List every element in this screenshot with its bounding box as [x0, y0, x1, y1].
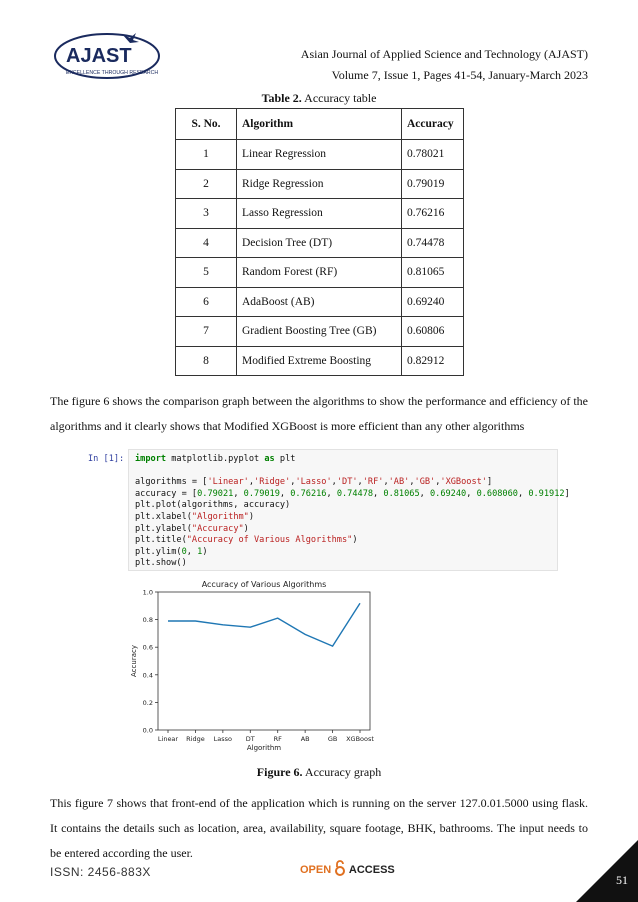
table-caption	[0, 91, 638, 106]
table-caption-text: Accuracy table	[301, 91, 377, 105]
y-tick-label: 0.6	[142, 643, 153, 652]
accuracy-chart	[128, 575, 388, 755]
cell-prompt: In [1]:	[88, 454, 125, 464]
page-number: 51	[616, 873, 628, 887]
journal-header	[301, 44, 588, 86]
cell-accuracy: 0.78021	[402, 140, 464, 170]
cell-sno: 2	[176, 169, 237, 199]
logo-text: AJAST	[66, 45, 132, 67]
x-axis-label: Algorithm	[246, 744, 282, 752]
plot-frame	[158, 592, 370, 730]
cell-accuracy: 0.74478	[402, 228, 464, 258]
cell-algorithm: Modified Extreme Boosting	[237, 346, 402, 376]
figure-caption	[0, 765, 638, 780]
cell-algorithm: Decision Tree (DT)	[237, 228, 402, 258]
y-tick-label: 0.8	[142, 616, 153, 625]
x-tick-label: RF	[273, 735, 282, 743]
cell-sno: 1	[176, 140, 237, 170]
page-corner	[576, 840, 638, 902]
table-row	[176, 287, 464, 317]
cell-sno: 6	[176, 287, 237, 317]
volume-info: Volume 7, Issue 1, Pages 41-54, January-March 2023	[331, 68, 588, 82]
x-tick-label: GB	[327, 735, 338, 743]
logo-tagline: EXCELLENCE THROUGH RESEARCH	[66, 70, 159, 76]
open-access-badge	[300, 860, 395, 876]
y-tick-label: 0.0	[142, 726, 153, 735]
x-tick-label: Linear	[157, 735, 179, 743]
y-tick-label: 0.2	[142, 698, 153, 707]
code-line: plt.ylabel("Accuracy")	[135, 523, 249, 534]
journal-name: Asian Journal of Applied Science and Technology (AJAST)	[300, 47, 588, 61]
table-header-row	[176, 109, 464, 140]
x-tick-label: Lasso	[213, 735, 233, 743]
figure-caption-text: Accuracy graph	[302, 765, 382, 779]
cell-accuracy: 0.79019	[402, 169, 464, 199]
open-lock-icon	[334, 860, 346, 876]
code-line: algorithms = ['Linear','Ridge','Lasso','DT','RF','AB','GB','XGBoost']	[135, 477, 493, 488]
cell-algorithm: Lasso Regression	[237, 199, 402, 229]
code-line: plt.xlabel("Algorithm")	[135, 511, 255, 522]
cell-sno: 4	[176, 228, 237, 258]
open-access-access: ACCESS	[348, 864, 395, 876]
x-tick-label: AB	[300, 735, 310, 743]
ajast-logo	[52, 28, 162, 82]
code-box	[128, 449, 570, 571]
figure-caption-label: Figure 6.	[256, 765, 303, 779]
paragraph-figure7: This figure 7 shows that front-end of the application which is running on the server 127.0.01.5000 using flask. It contains the details such as location, area, availability, square footage, BHK, bathrooms. The input needs to be entered according the user.	[50, 796, 588, 860]
table-row	[176, 199, 464, 229]
table-row	[176, 228, 464, 258]
cell-sno: 7	[176, 317, 237, 347]
table-row	[176, 169, 464, 199]
cell-algorithm: Random Forest (RF)	[237, 258, 402, 288]
cell-sno: 3	[176, 199, 237, 229]
cell-algorithm: AdaBoost (AB)	[237, 287, 402, 317]
code-line: plt.ylim(0, 1)	[135, 546, 208, 557]
cell-sno: 8	[176, 346, 237, 376]
x-tick-label: DT	[245, 735, 255, 743]
cell-algorithm: Gradient Boosting Tree (GB)	[237, 317, 402, 347]
x-tick-label: Ridge	[186, 735, 205, 743]
table-row	[176, 140, 464, 170]
code-line	[135, 466, 551, 478]
table-caption-label: Table 2.	[261, 91, 302, 105]
cell-accuracy: 0.81065	[402, 258, 464, 288]
table-row	[176, 317, 464, 347]
series-line	[168, 603, 360, 646]
table-row	[176, 258, 464, 288]
code-line: accuracy = [0.79021, 0.79019, 0.76216, 0.74478, 0.81065, 0.69240, 0.608060, 0.91912]	[135, 488, 570, 499]
accuracy-table	[175, 108, 464, 376]
paragraph-figure6: The figure 6 shows the comparison graph between the algorithms to show the performance and efficiency of the algorithms and it clearly shows that Modified XGBoost is more efficient than any other algorithms	[50, 394, 588, 433]
cell-algorithm: Linear Regression	[237, 140, 402, 170]
cell-sno: 5	[176, 258, 237, 288]
cell-accuracy: 0.82912	[402, 346, 464, 376]
y-tick-label: 1.0	[142, 588, 153, 597]
table-row	[176, 346, 464, 376]
header-sno: S. No.	[176, 109, 237, 140]
x-tick-label: XGBoost	[346, 735, 374, 743]
issn: ISSN: 2456-883X	[50, 865, 151, 879]
cell-accuracy: 0.60806	[402, 317, 464, 347]
code-line: plt.title("Accuracy of Various Algorithms")	[135, 535, 358, 546]
open-access-open: OPEN	[300, 864, 332, 876]
y-axis-label: Accuracy	[130, 645, 138, 677]
code-line: import matplotlib.pyplot as plt	[135, 454, 296, 464]
chart-title: Accuracy of Various Algorithms	[201, 580, 327, 589]
cell-accuracy: 0.69240	[402, 287, 464, 317]
cell-accuracy: 0.76216	[402, 199, 464, 229]
code-line: plt.show()	[135, 558, 187, 569]
code-line: plt.plot(algorithms, accuracy)	[135, 500, 291, 511]
header-algorithm: Algorithm	[237, 109, 402, 140]
header-accuracy: Accuracy	[402, 109, 464, 140]
cell-algorithm: Ridge Regression	[237, 169, 402, 199]
y-tick-label: 0.4	[142, 671, 153, 680]
